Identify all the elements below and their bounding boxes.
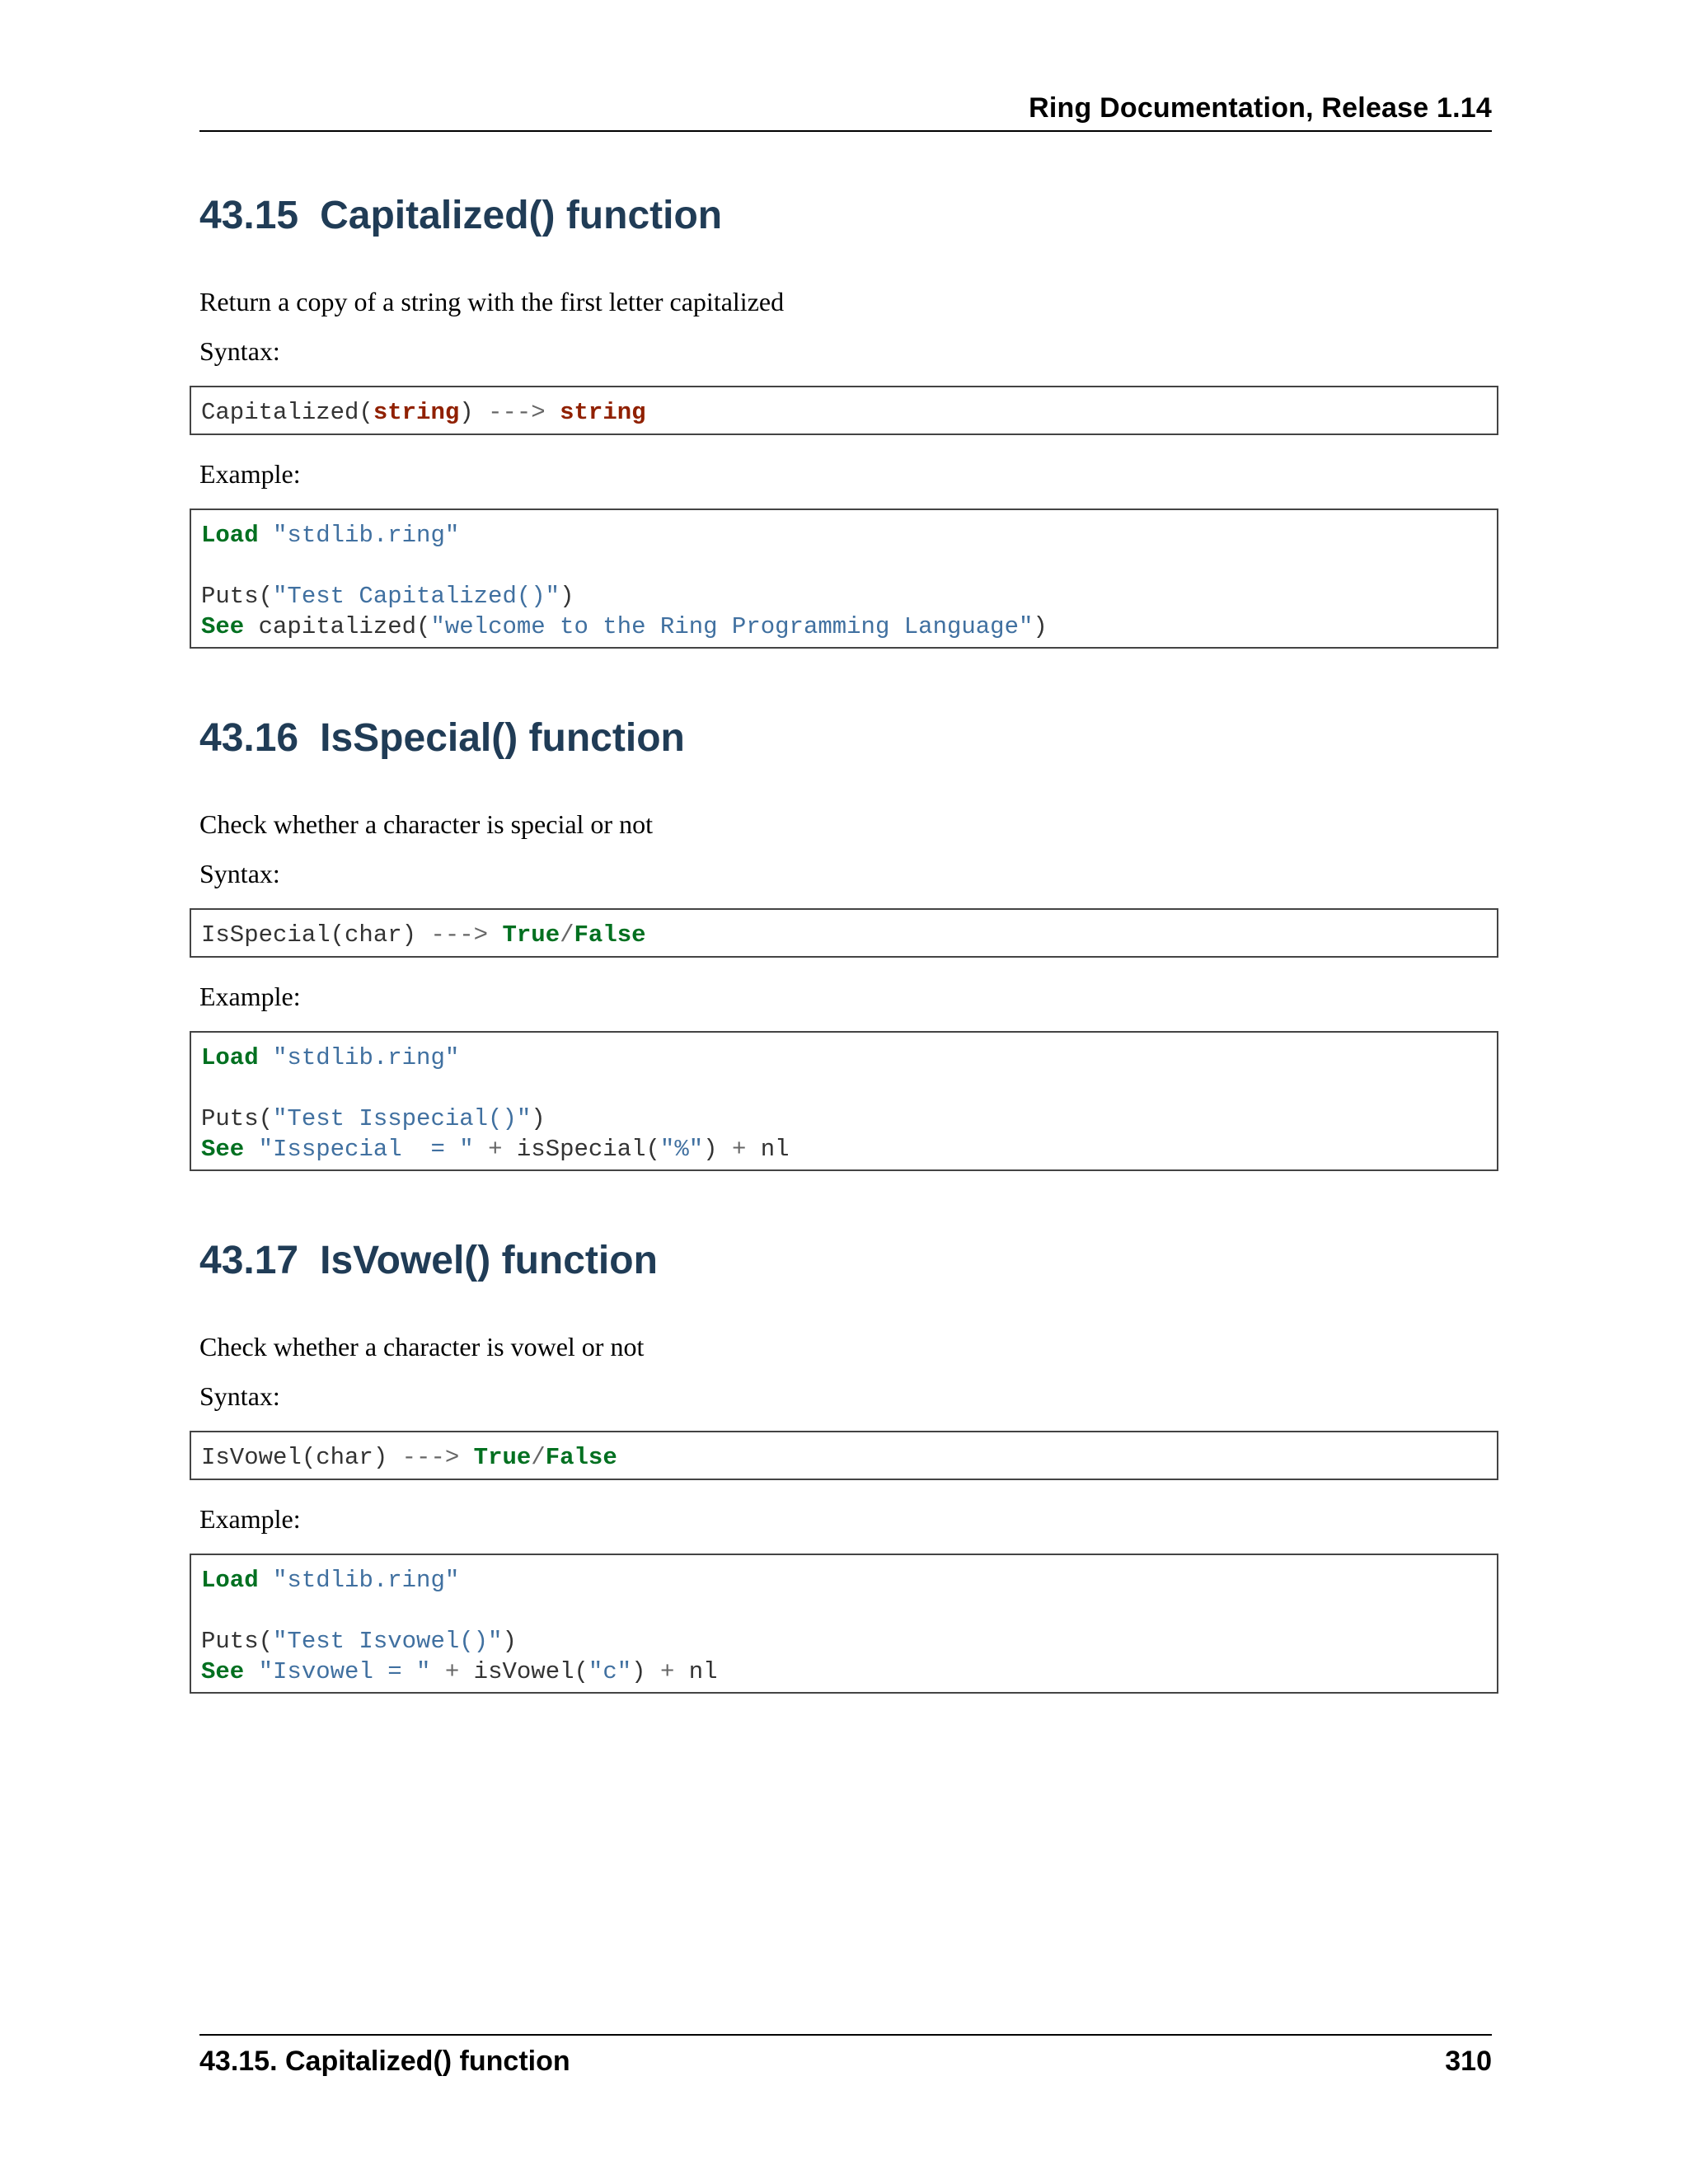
code-token: capitalized( (244, 613, 431, 640)
code-token: "welcome to the Ring Programming Language" (430, 613, 1034, 640)
example-label: Example: (199, 1504, 301, 1534)
code-token: Puts( (201, 583, 274, 610)
code-line (201, 581, 1497, 612)
code-token: ) (631, 1658, 660, 1685)
page-header (199, 89, 1492, 132)
code-token: IsSpecial(char) (201, 921, 431, 949)
code-token: "stdlib.ring" (273, 522, 460, 549)
code-token: Puts( (201, 1105, 274, 1132)
code-token: See (201, 613, 245, 640)
code-token: string (373, 399, 460, 426)
code-token: string (560, 399, 646, 426)
code-token: "stdlib.ring" (273, 1044, 460, 1071)
example-code-block (190, 1031, 1498, 1171)
code-token: ---> (430, 921, 489, 949)
code-line (201, 551, 1497, 581)
code-token: nl (674, 1658, 718, 1685)
footer-section-reference: 43.15. Capitalized() function (199, 2046, 570, 2077)
code-line (201, 1657, 1497, 1687)
code-token: ) (1033, 613, 1048, 640)
code-token (259, 1044, 273, 1071)
code-token: False (545, 1444, 617, 1471)
code-token: nl (746, 1136, 790, 1163)
code-token: Capitalized( (201, 399, 373, 426)
syntax-code-block (190, 386, 1498, 435)
code-line (201, 920, 1497, 950)
section-number: 43.17 (199, 1239, 299, 1282)
code-token (474, 1136, 488, 1163)
code-token (430, 1658, 444, 1685)
syntax-label: Syntax: (199, 336, 280, 366)
code-token (244, 1658, 258, 1685)
section-number: 43.15 (199, 194, 299, 237)
section-title: Capitalized() function (320, 194, 723, 237)
code-line (201, 1596, 1497, 1626)
code-token: "Isvowel = " (258, 1658, 431, 1685)
code-token: ) (531, 1105, 546, 1132)
code-line (201, 1442, 1497, 1473)
code-token: "c" (588, 1658, 632, 1685)
code-token: isVowel( (459, 1658, 588, 1685)
syntax-label: Syntax: (199, 859, 280, 888)
example-code-block (190, 509, 1498, 649)
syntax-label: Syntax: (199, 1381, 280, 1411)
section-heading-isspecial (199, 715, 685, 761)
code-line (201, 1073, 1497, 1104)
document-title: Ring Documentation, Release 1.14 (1029, 92, 1492, 124)
code-line (201, 1626, 1497, 1657)
code-token: ---> (488, 399, 546, 426)
code-token: See (201, 1136, 245, 1163)
code-token (259, 522, 273, 549)
section-heading-capitalized (199, 193, 722, 238)
section-title: IsVowel() function (320, 1239, 658, 1282)
code-token (459, 1444, 473, 1471)
code-token: IsVowel(char) (201, 1444, 402, 1471)
code-token: Load (201, 522, 259, 549)
code-token: See (201, 1658, 245, 1685)
code-line (201, 520, 1497, 551)
code-token: ) (502, 1628, 517, 1655)
code-line (201, 1565, 1497, 1596)
code-token: "stdlib.ring" (273, 1567, 460, 1594)
section-description: Check whether a character is vowel or not (199, 1332, 645, 1361)
code-token: ) (560, 583, 574, 610)
code-token (259, 1567, 273, 1594)
code-token: / (560, 921, 574, 949)
code-token: "Test Isvowel()" (273, 1628, 503, 1655)
code-token (244, 1136, 258, 1163)
code-token: / (531, 1444, 546, 1471)
section-title: IsSpecial() function (320, 716, 685, 760)
syntax-code-block (190, 1431, 1498, 1480)
code-line (201, 397, 1497, 428)
code-token: isSpecial( (502, 1136, 660, 1163)
code-token: Load (201, 1044, 259, 1071)
code-token (546, 399, 560, 426)
syntax-code-block (190, 908, 1498, 958)
code-token: ) (459, 399, 489, 426)
page-number: 310 (1445, 2046, 1492, 2077)
code-token: + (731, 1136, 747, 1163)
section-number: 43.16 (199, 716, 299, 760)
code-token: "Isspecial = " (258, 1136, 474, 1163)
example-code-block (190, 1554, 1498, 1694)
code-token: True (473, 1444, 532, 1471)
example-label: Example: (199, 982, 301, 1011)
example-label: Example: (199, 459, 301, 489)
section-description: Return a copy of a string with the first letter capitalized (199, 287, 785, 316)
code-token: + (659, 1658, 675, 1685)
code-token: Load (201, 1567, 259, 1594)
code-token: True (502, 921, 560, 949)
section-heading-isvowel (199, 1238, 658, 1283)
code-line (201, 612, 1497, 642)
code-line (201, 1043, 1497, 1073)
code-token: ) (703, 1136, 732, 1163)
code-token: "%" (659, 1136, 704, 1163)
code-line (201, 1134, 1497, 1165)
code-token: False (574, 921, 646, 949)
code-line (201, 1104, 1497, 1134)
code-token: "Test Isspecial()" (273, 1105, 532, 1132)
code-token: + (444, 1658, 460, 1685)
code-token (488, 921, 502, 949)
section-description: Check whether a character is special or not (199, 809, 653, 839)
code-token: + (488, 1136, 503, 1163)
code-token: Puts( (201, 1628, 274, 1655)
page-footer (199, 2034, 1492, 2085)
code-token: ---> (401, 1444, 460, 1471)
code-token: "Test Capitalized()" (273, 583, 560, 610)
